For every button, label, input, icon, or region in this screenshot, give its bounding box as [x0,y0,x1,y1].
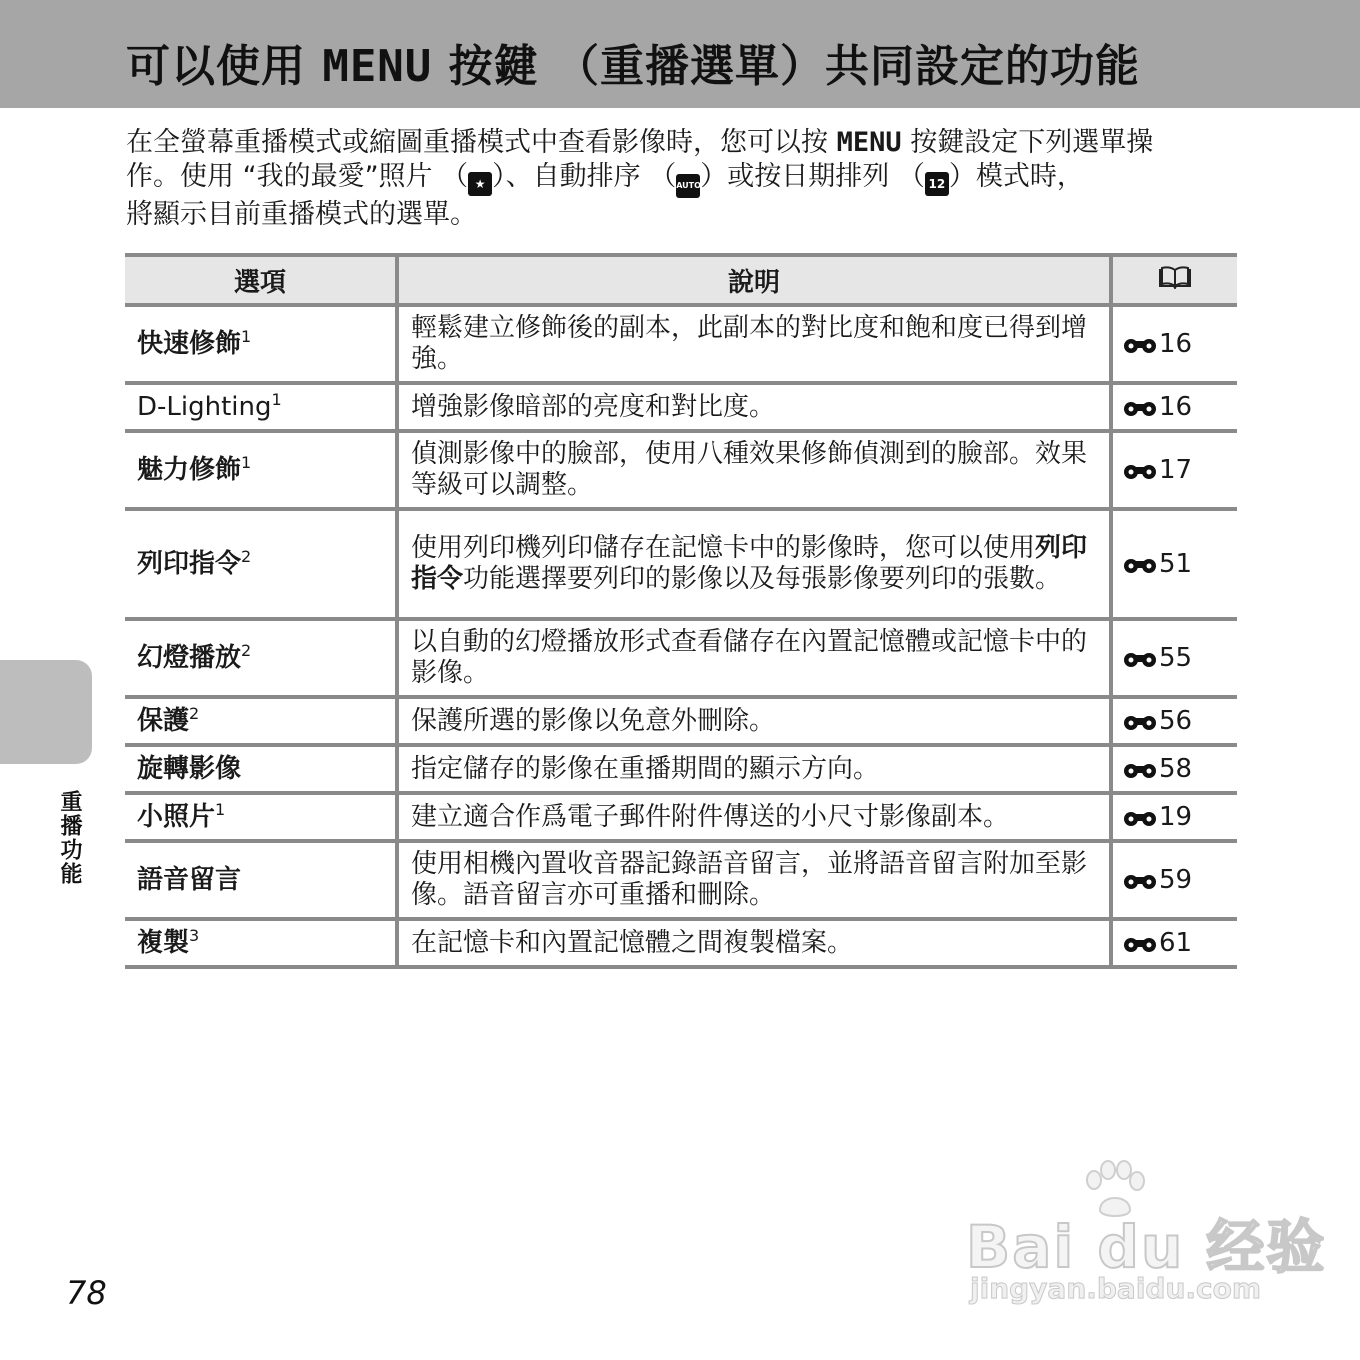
intro-text: ）或按日期排列 （ [700,161,925,192]
reference-binocular-icon [1123,397,1157,417]
reference-page: 58 [1159,753,1193,784]
option-name: 列印指令 [137,548,242,579]
description-cell [397,305,1111,383]
intro-paragraph [126,126,1236,232]
option-name: D-Lighting [137,391,272,422]
intro-text: ）模式時， [948,161,1084,192]
footnote-marker: 2 [241,546,252,566]
title-text-2: 按鍵 （重播選單）共同設定的功能 [448,41,1140,92]
side-tab-label: 重播功能 [57,790,82,886]
watermark-brand: Bai du 经验 [966,1213,1327,1281]
table-row [125,619,1237,697]
description-text: 輕鬆建立修飾後的副本，此副本的對比度和飽和度已得到增強。 [411,313,1088,374]
reference-cell [1111,793,1237,841]
description-cell [397,793,1111,841]
reference-binocular-icon [1123,711,1157,731]
title-text-1: 可以使用 [126,41,306,92]
description-cell [397,509,1111,619]
option-cell [125,431,397,509]
reference-page: 17 [1159,454,1193,485]
footnote-marker: 2 [241,640,252,660]
footnote-marker: 1 [241,452,252,472]
reference-page: 19 [1159,801,1193,832]
reference-binocular-icon [1123,554,1157,574]
reference-page: 56 [1159,705,1193,736]
description-text: 在記憶卡和內置記憶體之間複製檔案。 [411,927,854,958]
option-name: 快速修飾 [137,328,242,359]
option-cell [125,697,397,745]
intro-text: 在全螢幕重播模式或縮圖重播模式中查看影像時，您可以按 [126,127,828,158]
description-cell [397,841,1111,919]
reference-page: 16 [1159,328,1193,359]
description-text: 指定儲存的影像在重播期間的顯示方向。 [411,753,880,784]
option-name: 語音留言 [137,864,242,895]
reference-cell [1111,919,1237,967]
description-cell [397,919,1111,967]
footnote-marker: 1 [215,799,226,819]
table-row [125,793,1237,841]
option-name: 幻燈播放 [137,642,242,673]
table-row [125,383,1237,431]
option-cell [125,841,397,919]
intro-text: ）、自動排序 （ [492,161,677,192]
description-text: 建立適合作爲電子郵件附件傳送的小尺寸影像副本。 [411,801,1010,832]
description-cell [397,697,1111,745]
table-row [125,509,1237,619]
reference-binocular-icon [1123,807,1157,827]
description-text: 增強影像暗部的亮度和對比度。 [411,391,776,422]
reference-page: 16 [1159,391,1193,422]
option-name: 複製 [137,927,190,958]
description-text: 使用列印機列印儲存在記憶卡中的影像時，您可以使用 [411,533,1036,563]
option-cell [125,383,397,431]
description-bold-term: 列印指令 [411,533,1088,594]
description-cell [397,383,1111,431]
reference-page: 55 [1159,642,1193,673]
table-row [125,841,1237,919]
reference-binocular-icon [1123,460,1157,480]
reference-page: 51 [1159,548,1193,579]
reference-cell [1111,841,1237,919]
description-cell [397,431,1111,509]
option-name: 魅力修飾 [137,454,242,485]
footnote-marker: 3 [189,925,200,945]
description-cell [397,745,1111,793]
option-cell [125,793,397,841]
description-text: 使用相機內置收音器記錄語音留言，並將語音留言附加至影像。語音留言亦可重播和刪除。 [411,849,1088,910]
reference-binocular-icon [1123,648,1157,668]
reference-cell [1111,509,1237,619]
description-cell [397,619,1111,697]
reference-cell [1111,619,1237,697]
table-row [125,431,1237,509]
option-cell [125,509,397,619]
reference-binocular-icon [1123,759,1157,779]
watermark-url: jingyan.baidu.com [970,1272,1262,1305]
table-row [125,745,1237,793]
reference-binocular-icon [1123,870,1157,890]
menu-options-table [125,253,1237,969]
header-description: 說明 [397,255,1111,305]
reference-page: 59 [1159,864,1193,895]
menu-key-label: MENU [836,127,902,158]
page-number: 78 [66,1274,107,1312]
description-text: 以自動的幻燈播放形式查看儲存在內置記憶體或記憶卡中的影像。 [411,627,1088,688]
title-bar [0,0,1360,108]
reference-cell [1111,383,1237,431]
description-text: 偵測影像中的臉部，使用八種效果修飾偵測到的臉部。效果等級可以調整。 [411,439,1088,500]
header-option: 選項 [125,255,397,305]
intro-text: 作。使用 “我的最愛”照片 （ [126,161,469,192]
reference-cell [1111,431,1237,509]
option-cell [125,619,397,697]
table-header-row [125,255,1237,305]
intro-line-2 [126,160,1236,198]
footnote-marker: 2 [189,703,200,723]
header-reference [1111,255,1237,305]
option-cell [125,305,397,383]
reference-binocular-icon [1123,933,1157,953]
option-cell [125,919,397,967]
auto-sort-mode-icon: AUTO [676,174,700,198]
watermark [960,1160,1327,1310]
book-icon [1158,265,1192,289]
list-by-date-mode-icon: 12 [925,172,949,196]
side-tab [0,660,92,764]
favorites-mode-icon: ★ [468,172,492,196]
reference-page: 61 [1159,927,1193,958]
description-text: 保護所選的影像以免意外刪除。 [411,705,776,736]
intro-text: 按鍵設定下列選單操 [910,127,1154,158]
option-name: 保護 [137,705,190,736]
footnote-marker: 1 [241,326,252,346]
footnote-marker: 1 [271,389,282,409]
table-row [125,919,1237,967]
menu-key-label: MENU [322,41,433,92]
reference-cell [1111,745,1237,793]
option-name: 旋轉影像 [137,753,242,784]
intro-line-1 [126,126,1236,160]
reference-cell [1111,305,1237,383]
option-name: 小照片 [137,801,216,832]
option-cell [125,745,397,793]
reference-cell [1111,697,1237,745]
reference-binocular-icon [1123,334,1157,354]
page-title [126,30,1140,94]
table-row [125,697,1237,745]
table-row [125,305,1237,383]
intro-line-3: 將顯示目前重播模式的選單。 [126,199,477,230]
description-text: 功能選擇要列印的影像以及每張影像要列印的張數。 [463,564,1062,594]
